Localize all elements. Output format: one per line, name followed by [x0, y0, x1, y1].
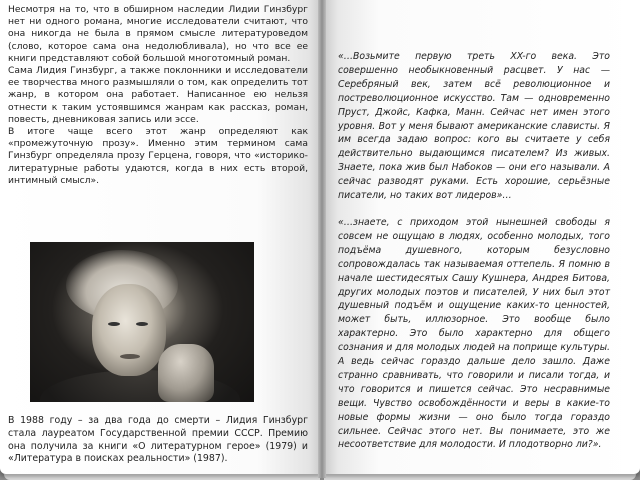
left-page-text — [8, 4, 308, 187]
photo-caption: В 1988 году – за два года до смерти – Лидия Гинзбург стала лауреатом Государственной премии СССР. Премию она получила за книги «О литературном герое» (1979) и «Литература в поисках реальности» (1987). — [8, 415, 308, 465]
right-page-text — [338, 50, 610, 452]
quote-2: «…знаете, с приходом этой нынешней свободы я совсем не ощущаю в людях, особенно молодых, того подъёма душевного, которым безусловно сопровождалась так называемая оттепель. Я помню в начале шестидесятых Сашу Кушнера, Андрея Битова, других молодых поэтов и писателей, У них был этот душевный подъём и ощущение каких-то ценностей, может быть, иллюзорное. Это вообще было характерно. Это было характерно для общего сознания и для молодых людей на поприще культуры. А ведь сейчас гораздо дальше дело зашло. Даже странно сравнивать, что говорили и писали тогда, и что говорится и пишется сейчас. Это несравнимые вещи. Чувство освобождённости и веры в какие-то новые формы жизни — оно было тогда гораздо сильнее. Сейчас этого нет. Вы понимаете, это же несоответствие для молодости. И плодотворно ли?». — [338, 216, 610, 451]
paragraph-2: Сама Лидия Гинзбург, а также поклонники и исследователи ее творчества много размышляли о том, как определить тот жанр, в котором она работает. Написанное ею нельзя отнести к таким устоявшимся жанрам как рассказ, роман, повесть, дневниковая запись или эссе. — [8, 65, 308, 125]
right-page-edge — [324, 474, 636, 480]
photo-mouth — [120, 354, 140, 359]
photo-eye-left — [108, 322, 120, 326]
photo-face — [92, 284, 166, 376]
portrait-photo — [30, 242, 254, 402]
paragraph-1: Несмотря на то, что в обширном наследии Лидии Гинзбург нет ни одного романа, многие исследователи считают, что она никогда не была в прямом смысле литературоведом (слово, которое сама она недолюбливала), но что все ее книги представляют собой большой многотомный роман. — [8, 4, 308, 64]
photo-eye-right — [136, 322, 148, 326]
quote-1: «…Возьмите первую треть XX-го века. Это совершенно необыкновенный расцвет. У нас — Серебряный век, затем всё революционное и постреволюционное искусство. Там — одновременно Пруст, Джойс, Кафка, Манн. Сейчас нет имен этого уровня. Вот у меня бывают американские слависты. Я им всегда задаю вопрос: кого вы считаете у себя действительно выдающимся писателем? Из живых. Знаете, пока жив был Набоков — они его называли. А сейчас разводят руками. Есть хорошие, серьёзные писатели, но таких вот лидеров»… — [338, 51, 610, 202]
paragraph-3: В итоге чаще всего этот жанр определяют как «промежуточную прозу». Именно этим термином сама Гинзбург определяла прозу Герцена, говоря, что «историко-литературные работы удаются, когда в них есть второй, интимный смысл». — [8, 126, 308, 186]
photo-hand — [158, 344, 214, 402]
book-spine — [318, 0, 326, 478]
left-page-edge — [4, 474, 320, 480]
